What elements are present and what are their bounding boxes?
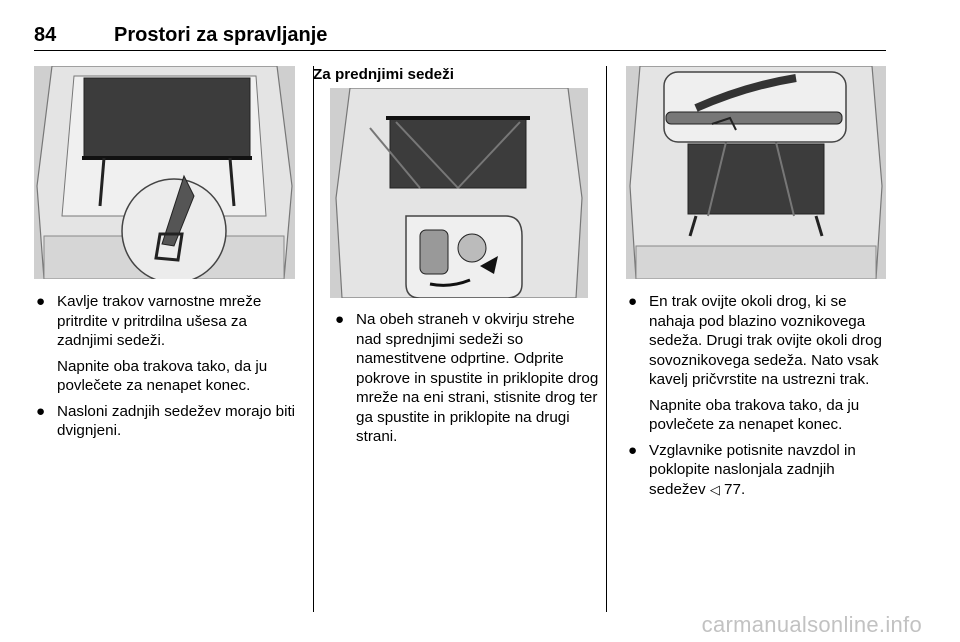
bullet: ● [628, 441, 638, 459]
bullet: ● [36, 293, 46, 310]
figure-rear-net-hooks [34, 66, 295, 279]
illustration-cargo-net-rear [34, 66, 295, 279]
illustration-cargo-net-front [330, 88, 588, 298]
column-divider [606, 66, 607, 612]
item-note: Napnite oba trakova tako, da ju povlečete za nenapet konec. [57, 357, 268, 394]
item-text: Kavlje trakov varnostne mreže pritrdite v pritrdilna ušesa za zadnjimi sedeži. [57, 293, 262, 349]
list-item [34, 292, 304, 351]
item-text: Na obeh straneh v okvirju strehe nad sprednjimi sedeži so namestitvene odprtine. Odprite pokrove in spustite in priklopite drog mreže na eni strani, stisnite drog ter ga spustite in priklopite na drugi strani. [356, 311, 599, 445]
item-text: Vzglavnike potisnite navzdol in poklopite naslonjala zadnjih sedežev [649, 441, 856, 498]
item-note: Napnite oba trakova tako, da ju povlečete za nenapet konec. [649, 396, 860, 433]
list-item [333, 310, 599, 447]
figure-net-seat-straps [626, 66, 886, 279]
watermark: carmanualsonline.info [701, 612, 922, 637]
bullet: ● [335, 311, 345, 328]
bullet: ● [36, 402, 46, 420]
column-divider [313, 66, 314, 612]
list-item [626, 292, 890, 390]
bullet: ● [628, 293, 638, 310]
page-header [34, 18, 886, 51]
item-text: En trak ovijte okoli drog, ki se nahaja pod blazino voznikovega sedeža. Drugi trak ovijte okoli drog sovoznikovega sedeža. Nato vsak kavelj pričvrstite na ustrezni trak. [649, 293, 882, 388]
column-1 [34, 292, 304, 447]
column-3 [626, 292, 890, 505]
page-title: Prostori za spravljanje [114, 24, 328, 46]
illustration-cargo-net-straps [626, 66, 886, 279]
figure-front-net-mount [330, 88, 588, 298]
column-2 [333, 310, 599, 453]
list-item [34, 402, 304, 441]
subheading: Za prednjimi sedeži [313, 66, 454, 83]
page-ref-icon: ◁ [709, 481, 720, 497]
page-ref-link[interactable]: 77. [724, 480, 746, 498]
item-text: Nasloni zadnjih sedežev morajo biti dvignjeni. [57, 402, 296, 439]
list-item [626, 441, 890, 500]
page-number: 84 [34, 24, 57, 46]
